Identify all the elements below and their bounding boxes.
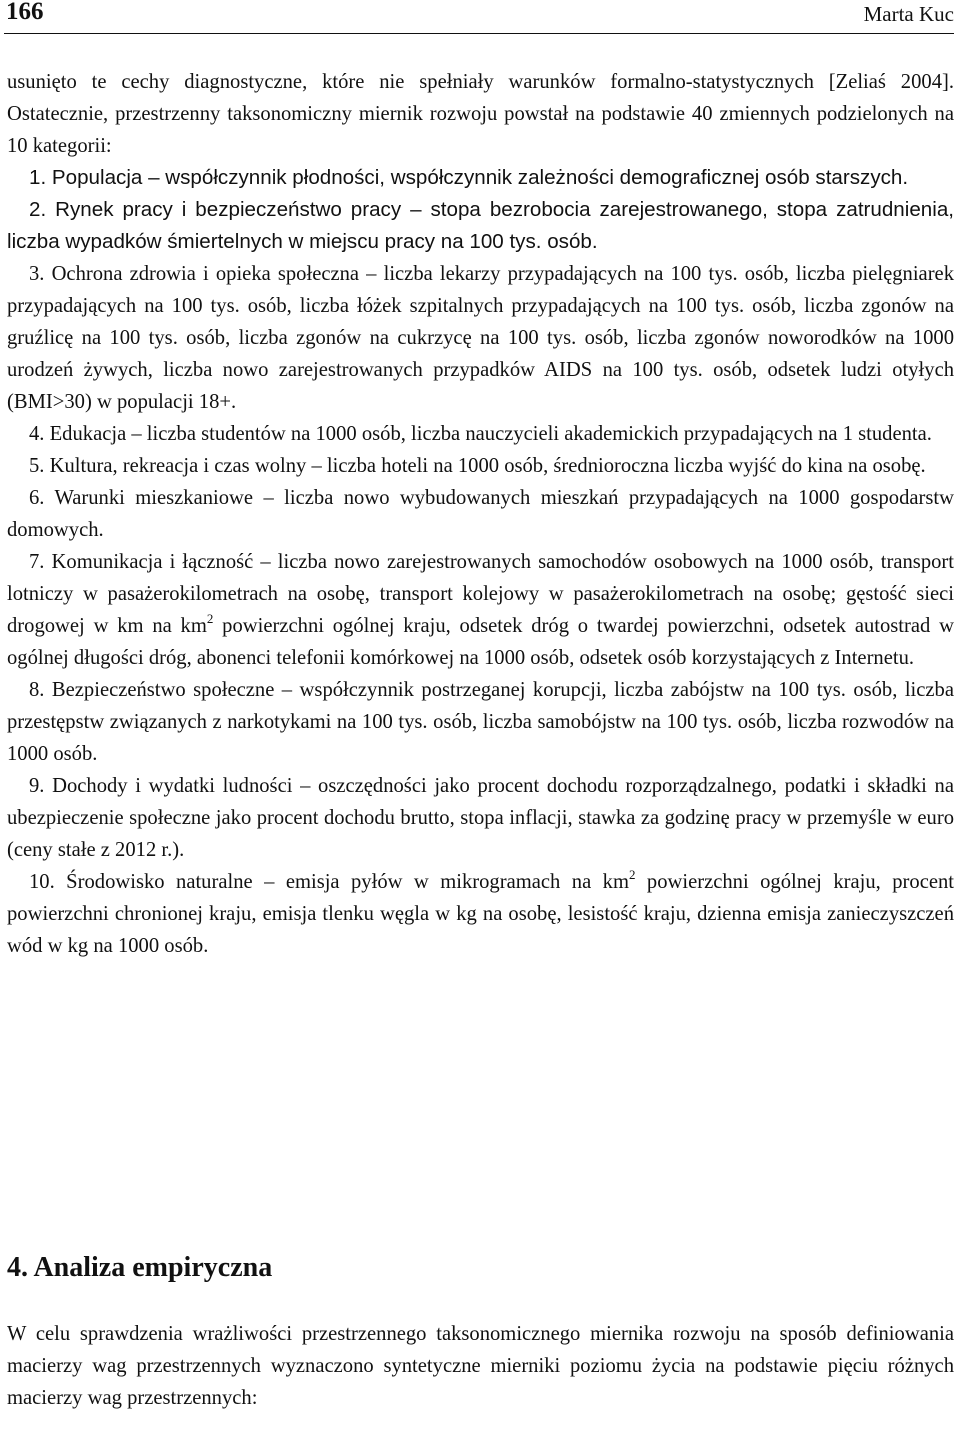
category-6: 6. Warunki mieszkaniowe – liczba nowo wybudowanych mieszkań przypadających na 1000 gospodarstw domowych. (7, 487, 954, 541)
section-paragraph: W celu sprawdzenia wrażliwości przestrzennego taksonomicznego miernika rozwoju na sposób definiowania macierzy wag przestrzennych wyznaczono syntetyczne mierniki poziomu życia na podstawie pięciu różnych macierzy wag przestrzennych: (7, 1323, 954, 1409)
category-10-tail: powierzchni ogólnej kraju, procent powierzchni chronionej kraju, emisja tlenku węgla w kg na osobę, lesistość kraju, dzienna emisja zanieczyszczeń wód w kg na 1000 osób. (7, 871, 954, 957)
category-1: 1. Populacja – współczynnik płodności, współczynnik zależności demograficznej osób starszych. (29, 166, 909, 189)
body-text (7, 66, 954, 962)
category-10-text: 10. Środowisko naturalne – emisja pyłów w mikrogramach na km (29, 871, 629, 893)
category-2: 2. Rynek pracy i bezpieczeństwo pracy – stopa bezrobocia zarejestrowanego, stopa zatrudnienia, liczba wypadków śmiertelnych w miejscu pracy na 100 tys. osób. (7, 198, 954, 253)
intro-paragraph: usunięto te cechy diagnostyczne, które nie spełniały warunków formalno-statystycznych [Zeliaś 2004]. Ostatecznie, przestrzenny taksonomiczny miernik rozwoju powstał na podstawie 40 zmiennych podzielonych na 10 kategorii: (7, 71, 954, 157)
category-10-superscript: 2 (628, 867, 636, 882)
category-7 (7, 546, 954, 674)
section-heading: 4. Analiza empiryczna (7, 1252, 273, 1283)
running-header (4, 0, 954, 34)
category-4: 4. Edukacja – liczba studentów na 1000 osób, liczba nauczycieli akademickich przypadających na 1 studenta. (29, 423, 932, 445)
category-3: 3. Ochrona zdrowia i opieka społeczna – liczba lekarzy przypadających na 100 tys. osób, liczba pielęgniarek przypadających na 100 tys. osób, liczba łóżek szpitalnych przypadających na 100 tys. osób, liczba zgonów na gruźlicę na 100 tys. osób, liczba zgonów na cukrzycę na 100 tys. osób, liczba zgonów noworodków na 1000 urodzeń żywych, liczba nowo zarejestrowanych przypadków AIDS na 100 tys. osób, odsetek ludzi otyłych (BMI>30) w populacji 18+. (7, 263, 954, 413)
section-body (7, 1318, 954, 1414)
category-5: 5. Kultura, rekreacja i czas wolny – liczba hoteli na 1000 osób, średnioroczna liczba wyjść do kina na osobę. (29, 455, 926, 477)
category-9: 9. Dochody i wydatki ludności – oszczędności jako procent dochodu rozporządzalnego, podatki i składki na ubezpieczenie społeczne jako procent dochodu brutto, stopa inflacji, stawka za godzinę pracy w przemyśle w euro (ceny stałe z 2012 r.). (7, 775, 954, 861)
running-header-author: Marta Kuc (863, 2, 954, 26)
category-8: 8. Bezpieczeństwo społeczne – współczynnik postrzeganej korupcji, liczba zabójstw na 100 tys. osób, liczba przestępstw związanych z narkotykami na 100 tys. osób, liczba samobójstw na 100 tys. osób, liczba rozwodów na 1000 osób. (7, 679, 954, 765)
category-7-text: 7. Komunikacja i łączność – liczba nowo zarejestrowanych samochodów osobowych na 1000 osób, transport lotniczy w pasażerokilometrach na osobę, transport kolejowy w pasażerokilometrach na osobę; gęstość sieci drogowej w km na km (7, 551, 954, 637)
category-10 (7, 866, 954, 962)
category-7-tail: powierzchni ogólnej kraju, odsetek dróg o twardej powierzchni, odsetek autostrad w ogólnej długości dróg, abonenci telefonii komórkowej na 1000 osób, odsetek osób korzystających z Internetu. (7, 615, 954, 669)
page-number: 166 (6, 0, 44, 25)
category-7-superscript: 2 (206, 611, 214, 626)
